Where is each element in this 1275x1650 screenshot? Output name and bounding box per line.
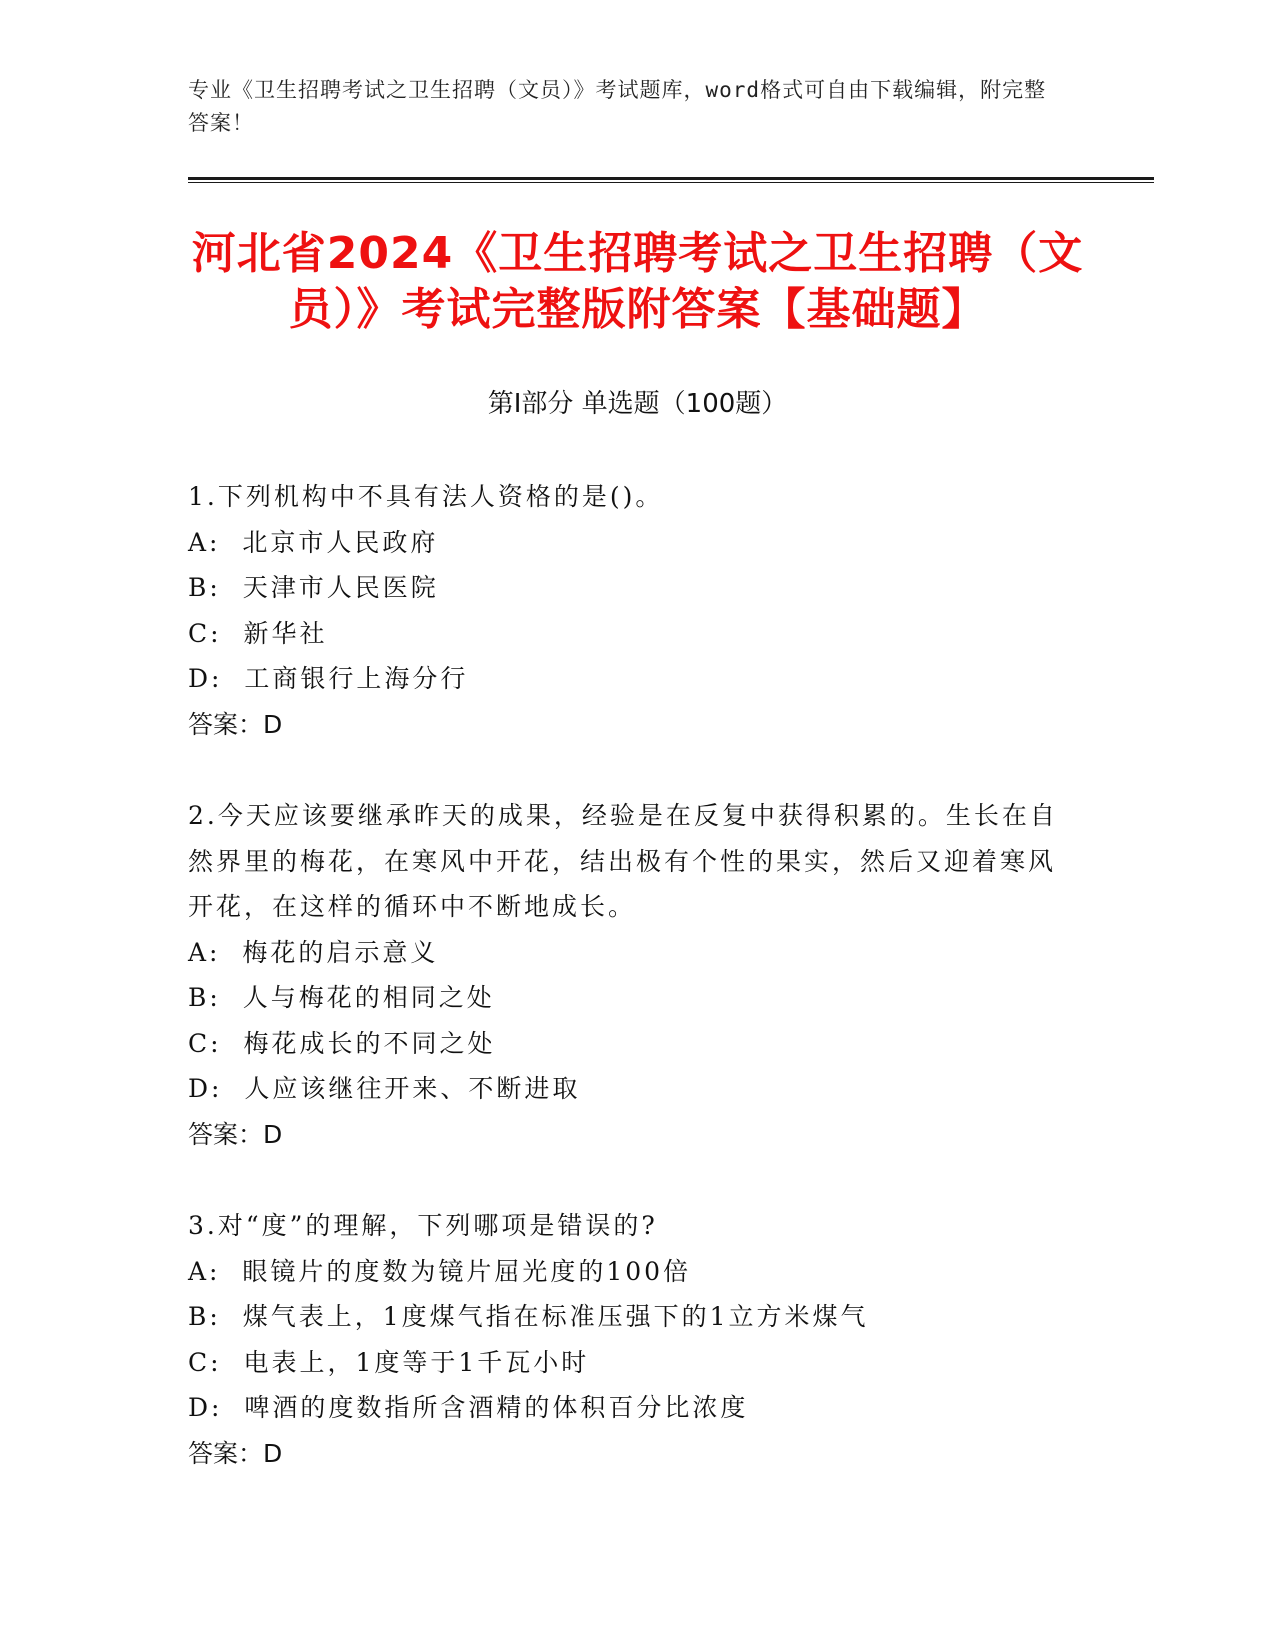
option-b: B: 人与梅花的相同之处 — [188, 983, 495, 1012]
question-stem: 3.对“度”的理解，下列哪项是错误的? — [188, 1211, 658, 1240]
question-stem: 2.今天应该要继承昨天的成果，经验是在反复中获得积累的。生长在自然界里的梅花，在寒风中开花，结出极有个性的果实，然后又迎着寒风开花，在这样的循环中不断地成长。 — [188, 801, 1058, 921]
section-heading: 第Ⅰ部分 单选题（100题） — [487, 389, 788, 419]
option-a: A: 梅花的启示意义 — [188, 937, 439, 967]
option-b: B: 天津市人民医院 — [188, 573, 439, 602]
option-d: D: 啤酒的度数指所含酒精的体积百分比浓度 — [188, 1393, 749, 1422]
option-a: A: 北京市人民政府 — [188, 527, 439, 557]
question-stem: 1.下列机构中不具有法人资格的是()。 — [188, 482, 664, 511]
answer: 答案：D — [188, 709, 283, 739]
answer: 答案：D — [188, 1119, 283, 1149]
option-b: B: 煤气表上，1度煤气指在标准压强下的1立方米煤气 — [188, 1302, 869, 1331]
question-1 — [188, 474, 1068, 747]
option-d: D: 工商银行上海分行 — [188, 664, 469, 693]
question-list — [188, 474, 1068, 1522]
option-c: C: 梅花成长的不同之处 — [188, 1028, 496, 1058]
header-note: 专业《卫生招聘考试之卫生招聘（文员）》考试题库，word格式可自由下载编辑，附完整答案！ — [188, 78, 1047, 135]
option-a: A: 眼镜片的度数为镜片屈光度的100倍 — [188, 1256, 692, 1286]
answer: 答案：D — [188, 1438, 283, 1468]
option-c: C: 新华社 — [188, 618, 328, 648]
header-divider — [188, 177, 1154, 180]
header-divider-thin — [188, 182, 1154, 183]
document-title: 河北省2024《卫生招聘考试之卫生招聘（文员）》考试完整版附答案【基础题】 — [191, 228, 1084, 335]
question-3 — [188, 1203, 1068, 1476]
option-c: C: 电表上，1度等于1千瓦小时 — [188, 1347, 590, 1377]
option-d: D: 人应该继往开来、不断进取 — [188, 1074, 581, 1103]
question-2 — [188, 793, 1068, 1157]
